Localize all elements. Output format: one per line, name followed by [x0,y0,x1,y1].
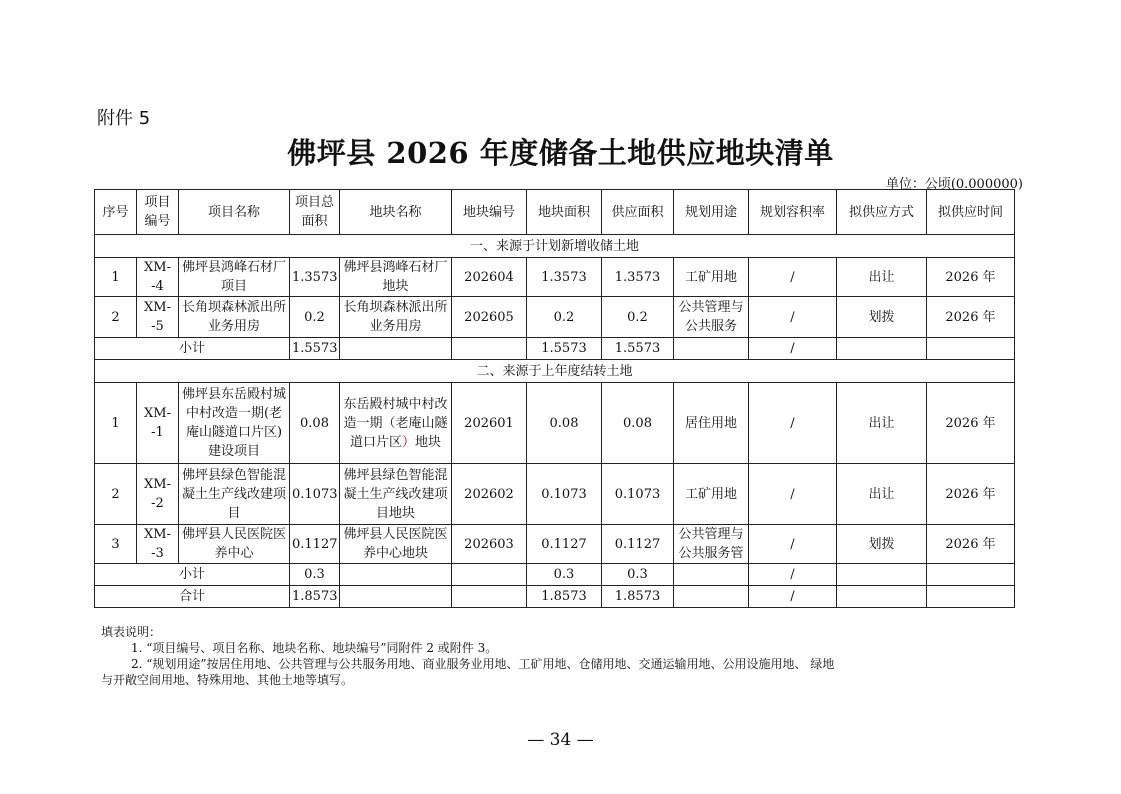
table-cell: 2 [95,464,137,525]
table-cell: XM--1 [137,383,179,464]
header-cell: 地块编号 [452,190,527,235]
table-cell: 1.5573 [602,338,674,360]
table-cell: 公共管理与公共服务管 [674,525,749,564]
parcel-name: 东岳殿村城中村改造一期（老庵山隧道口片区 [343,396,448,450]
note-item: 1. “项目编号、项目名称、地块名称、地块编号”同附件 2 或附件 3。 [131,641,498,655]
table-cell: / [749,297,837,338]
table-cell [340,564,452,586]
page-number: — 34 — [527,730,594,750]
table-cell: 0.2 [290,297,340,338]
table-row [95,258,1015,297]
table-cell: 1.3573 [602,258,674,297]
table-cell: 2026 年 [927,464,1015,525]
table-cell [837,586,927,608]
note-item-continued: 与开敞空间用地、特殊用地、其他土地等填写。 [101,673,354,687]
subtotal-label: 小计 [95,564,290,586]
table-cell [674,564,749,586]
table-cell: 出让 [837,258,927,297]
attachment-label: 附件 5 [97,108,151,129]
table-cell [452,338,527,360]
table-cell [340,586,452,608]
header-cell: 规划用途 [674,190,749,235]
subtotal-row [95,338,1015,360]
parcel-name-close: ） [401,434,415,450]
table-row [95,525,1015,564]
table-cell: 2 [95,297,137,338]
table-cell: 1.3573 [527,258,602,297]
table-cell: / [749,258,837,297]
header-cell: 序号 [95,190,137,235]
table-header-row [95,190,1015,235]
table-cell [674,586,749,608]
section-title: 一、来源于计划新增收储土地 [95,235,1015,258]
table-cell [927,338,1015,360]
table-cell: 长角坝森林派出所业务用房 [179,297,290,338]
table-cell: 2026 年 [927,297,1015,338]
table-cell: / [749,564,837,586]
table-cell: 0.1073 [602,464,674,525]
table-cell: 202602 [452,464,527,525]
table-cell: 居住用地 [674,383,749,464]
table-cell: / [749,383,837,464]
table-cell: 0.2 [527,297,602,338]
table-cell: 佛坪县绿色智能混凝土生产线改建项目地块 [340,464,452,525]
header-cell: 项目编号 [137,190,179,235]
table-cell: 202603 [452,525,527,564]
table-cell: / [749,338,837,360]
table-cell: 202605 [452,297,527,338]
header-cell: 项目名称 [179,190,290,235]
header-cell: 拟供应时间 [927,190,1015,235]
table-row [95,383,1015,464]
table-cell: 0.3 [602,564,674,586]
table-cell: 工矿用地 [674,258,749,297]
table-cell: 长角坝森林派出所业务用房 [340,297,452,338]
header-cell: 规划容积率 [749,190,837,235]
table-cell: 1.5573 [527,338,602,360]
table-cell [674,338,749,360]
table-cell: 2026 年 [927,258,1015,297]
table-cell: XM--3 [137,525,179,564]
table-cell: 0.3 [290,564,340,586]
table-cell: 1.8573 [602,586,674,608]
table-cell [837,564,927,586]
table-cell: 3 [95,525,137,564]
table-cell: 出让 [837,383,927,464]
table-cell: 1.8573 [527,586,602,608]
table-cell: 佛坪县鸿峰石材厂地块 [340,258,452,297]
table-cell: 划拨 [837,525,927,564]
notes-heading: 填表说明： [101,625,162,639]
table-cell [927,586,1015,608]
header-cell: 项目总面积 [290,190,340,235]
table-cell: 0.08 [527,383,602,464]
grand-total-label: 合计 [95,586,290,608]
table-cell [452,564,527,586]
table-cell: 0.3 [527,564,602,586]
table-cell: 2026 年 [927,383,1015,464]
header-cell: 拟供应方式 [837,190,927,235]
table-cell [340,338,452,360]
table-cell: 佛坪县人民医院医养中心地块 [340,525,452,564]
table-cell: 公共管理与公共服务 [674,297,749,338]
table-cell: / [749,586,837,608]
page-title: 佛坪县 2026 年度储备土地供应地块清单 [287,136,834,170]
land-supply-table [94,189,1015,608]
table-cell: 0.1073 [290,464,340,525]
note-item: 2. “规划用途”按居住用地、公共管理与公共服务用地、商业服务业用地、工矿用地、仓储用地、交通运输用地、公用设施用地、 绿地 [131,657,835,671]
unit-label: 单位：公顷(0.000000) [885,177,1023,192]
table-cell: 0.1127 [602,525,674,564]
section-title: 二、来源于上年度结转土地 [95,360,1015,383]
table-cell: 2026 年 [927,525,1015,564]
table-cell: XM--2 [137,464,179,525]
table-cell: 0.2 [602,297,674,338]
table-cell: 0.08 [290,383,340,464]
table-cell: 0.08 [602,383,674,464]
table-cell: XM--4 [137,258,179,297]
table-cell: 0.1127 [290,525,340,564]
table-cell: 划拨 [837,297,927,338]
table-cell: 0.1073 [527,464,602,525]
header-cell: 地块名称 [340,190,452,235]
table-cell: 工矿用地 [674,464,749,525]
table-cell: 佛坪县鸿峰石材厂项目 [179,258,290,297]
table-cell: 1 [95,258,137,297]
table-cell: 出让 [837,464,927,525]
subtotal-row [95,564,1015,586]
table-cell: 佛坪县人民医院医养中心 [179,525,290,564]
table-cell: XM--5 [137,297,179,338]
table-cell: 202601 [452,383,527,464]
header-cell: 供应面积 [602,190,674,235]
table-row [95,297,1015,338]
section-row [95,360,1015,383]
subtotal-label: 小计 [95,338,290,360]
table-cell [927,564,1015,586]
table-cell: 0.1127 [527,525,602,564]
table-cell: 1.3573 [290,258,340,297]
form-notes [101,624,1026,688]
grand-total-row [95,586,1015,608]
table-cell: 佛坪县绿色智能混凝土生产线改建项目 [179,464,290,525]
table-row [95,464,1015,525]
table-cell [837,338,927,360]
table-cell [340,383,452,464]
header-cell: 地块面积 [527,190,602,235]
table-cell [452,586,527,608]
table-cell: 1 [95,383,137,464]
parcel-name-tail: 地块 [415,434,442,450]
table-cell: 202604 [452,258,527,297]
table-cell: 1.5573 [290,338,340,360]
section-row [95,235,1015,258]
table-cell: / [749,464,837,525]
table-cell: 1.8573 [290,586,340,608]
table-cell: 佛坪县东岳殿村城中村改造一期(老庵山隧道口片区)建设项目 [179,383,290,464]
table-cell: / [749,525,837,564]
